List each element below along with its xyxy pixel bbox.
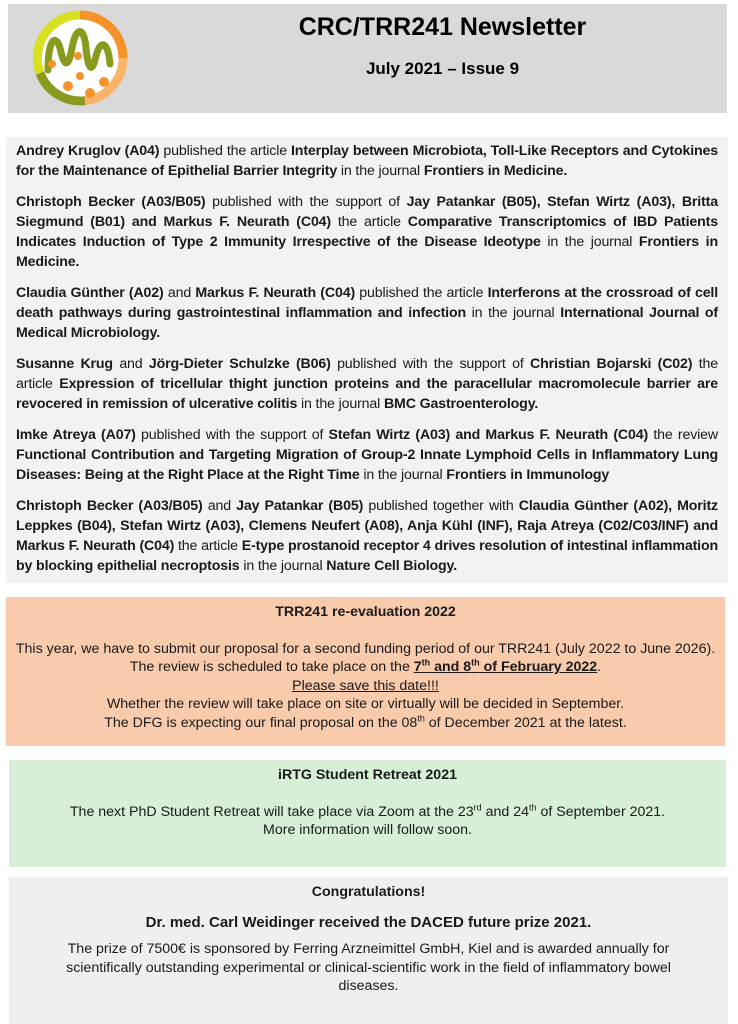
prize-description: The prize of 7500€ is sponsored by Ferring Arzneimittel GmbH, Kiel and is awarded annually for scientifically outstanding experimental or clinical-scientific work in the field of inflammatory bowel diseases.: [66, 941, 671, 994]
publication-item: [16, 425, 718, 485]
publication-item: [16, 283, 718, 343]
publication-text: the article: [174, 538, 242, 554]
review-format-note: Whether the review will take place on site or virtually will be decided in September.: [106, 696, 625, 712]
publication-highlight: Andrey Kruglov (A04): [16, 143, 160, 159]
reevaluation-section: [6, 597, 725, 746]
publication-text: published the article: [159, 143, 292, 159]
publication-highlight: Stefan Wirtz (A03) and Markus F. Neurath (C04): [328, 427, 649, 443]
publication-highlight: Frontiers in Medicine.: [423, 163, 568, 179]
publication-highlight: International Journal of Medical Microbiology.: [16, 305, 718, 341]
student-retreat-section: [9, 760, 726, 867]
publication-highlight: Claudia Günther (A02): [16, 285, 164, 301]
publication-highlight: Nature Cell Biology.: [326, 558, 458, 574]
retreat-more-info: More information will follow soon.: [263, 822, 472, 838]
publication-highlight: BMC Gastroenterology.: [383, 396, 539, 412]
publication-text: in the journal: [337, 163, 424, 179]
publication-text: the review: [648, 427, 718, 443]
publication-text: and: [163, 285, 196, 301]
publication-text: and: [112, 356, 149, 372]
publication-highlight: Markus F. Neurath (C04): [195, 285, 356, 301]
publication-item: [16, 496, 718, 576]
publication-highlight: Christoph Becker (A03/B05): [16, 498, 203, 514]
publication-highlight: Jörg-Dieter Schulzke (B06): [148, 356, 331, 372]
publication-text: in the journal: [359, 467, 447, 483]
trr241-logo-icon: [30, 8, 130, 108]
publication-text: in the journal: [466, 305, 561, 321]
dfg-deadline-note: The DFG is expecting our final proposal on the 08th of December 2021 at the latest.: [104, 712, 627, 731]
publication-text: published with the support of: [135, 427, 329, 443]
publication-highlight: Frontiers in Immunology: [446, 467, 610, 483]
publication-text: published with the support of: [205, 194, 407, 210]
publication-text: in the journal: [540, 234, 639, 250]
publication-highlight: Frontiers in Medicine.: [16, 234, 718, 270]
save-date-note: Please save this date!!!: [292, 677, 439, 694]
publication-highlight: Christoph Becker (A03/B05): [16, 194, 206, 210]
publication-text: and: [202, 498, 237, 514]
reevaluation-title: TRR241 re-evaluation 2022: [275, 604, 456, 620]
publication-item: [16, 141, 718, 181]
publication-highlight: E-type prostanoid receptor 4 drives resolution of intestinal inflammation by blocking epithelial necroptosis: [16, 538, 719, 574]
publication-highlight: Imke Atreya (A07): [16, 427, 136, 443]
prize-headline: Dr. med. Carl Weidinger received the DACED future prize 2021.: [145, 913, 592, 931]
publication-text: published together with: [363, 498, 519, 514]
publication-highlight: Jay Patankar (B05): [236, 498, 364, 514]
publication-text: in the journal: [239, 558, 327, 574]
publication-highlight: Interplay between Microbiota, Toll-Like Receptors and Cytokines for the Maintenance of Epithelial Barrier Integrity: [16, 143, 719, 179]
publication-highlight: Claudia Günther (A02), Moritz Leppkes (B04), Stefan Wirtz (A03), Clemens Neufert (A08), Anja Kühl (INF), Raja Atreya (C02/C03/INF) and Markus F. Neurath (C04): [16, 498, 718, 554]
publication-item: [16, 192, 718, 272]
newsletter-title: CRC/TRR241 Newsletter: [298, 13, 587, 41]
reevaluation-paragraph: This year, we have to submit our proposal for a second funding period of our TRR241 (July 2022 to June 2026). The review is scheduled to take place on the 7th and 8th of February 2022.: [15, 640, 716, 675]
publication-highlight: Functional Contribution and Targeting Migration of Group-2 Innate Lymphoid Cells in Inflammatory Lung Diseases: Being at the Right Place at the Right Time: [16, 447, 718, 483]
publication-highlight: Susanne Krug: [16, 356, 113, 372]
publication-highlight: Comparative Transcriptomics of IBD Patients Indicates Induction of Type 2 Immunity Irrespective of the Disease Ideotype: [16, 214, 718, 250]
issue-subtitle: July 2021 – Issue 9: [365, 59, 520, 78]
publication-highlight: Interferons at the crossroad of cell death pathways during gastrointestinal inflammation and infection: [16, 285, 719, 321]
publication-text: the article: [331, 214, 408, 230]
congrats-title: Congratulations!: [311, 884, 426, 900]
publication-text: the article: [16, 356, 718, 392]
retreat-date-text: The next PhD Student Retreat will take place via Zoom at the 23rd and 24th of September 2021.: [69, 801, 666, 820]
congratulations-section: [9, 877, 728, 1024]
reevaluation-text: This year, we have to submit our proposal for a second funding period of our TRR241 (July 2022 to June 2026). The review is scheduled to take place on the: [15, 640, 716, 675]
newsletter-header: [8, 4, 727, 113]
review-date: 7th and 8th of February 2022: [413, 657, 598, 675]
publications-section: [6, 137, 728, 583]
retreat-title: iRTG Student Retreat 2021: [278, 767, 457, 783]
publication-text: in the journal: [297, 396, 384, 412]
publication-highlight: Jay Patankar (B05), Stefan Wirtz (A03), Britta Siegmund (B01) and Markus F. Neurath (C04): [16, 194, 718, 230]
publication-text: published the article: [355, 285, 488, 301]
publication-highlight: Christian Bojarski (C02): [529, 356, 693, 372]
publication-item: [16, 354, 718, 414]
publication-highlight: Expression of tricellular thight junction proteins and the paracellular macromolecule barrier are revocered in remission of ulcerative colitis: [16, 376, 719, 412]
publication-text: published with the support of: [330, 356, 530, 372]
